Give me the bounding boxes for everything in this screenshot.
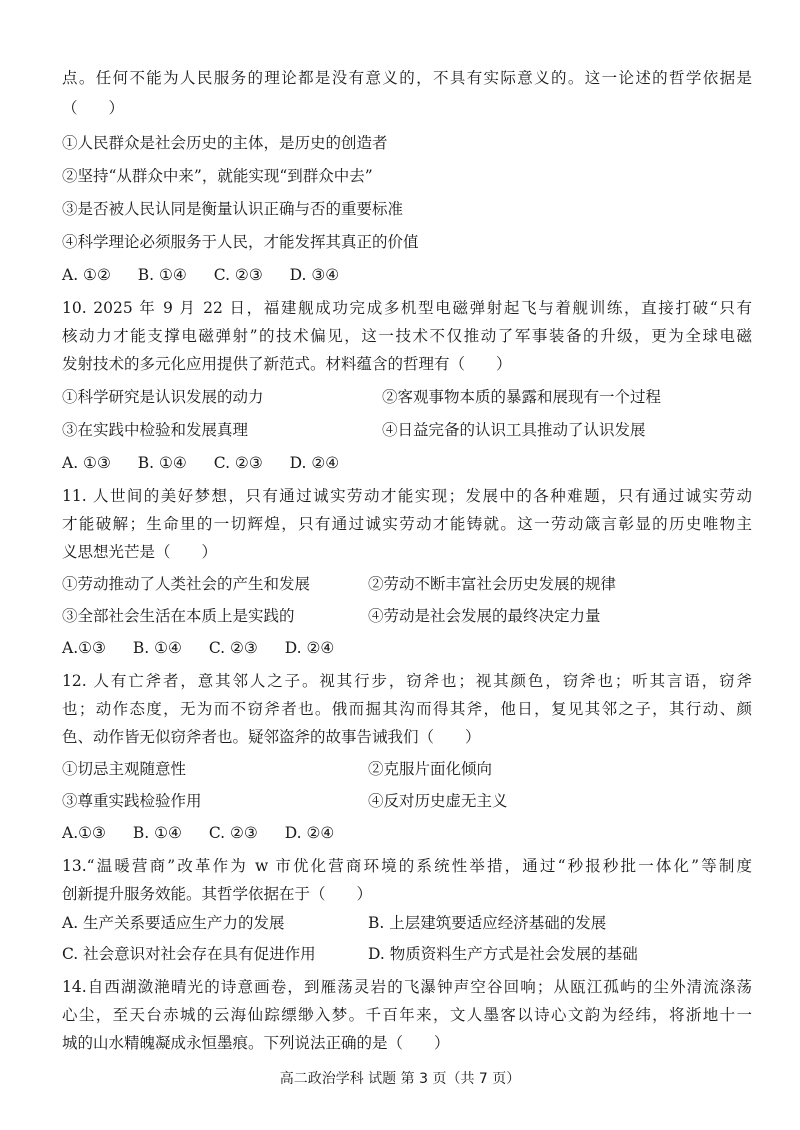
q12-stem-line-1: 12. 人有亡斧者，意其邻人之子。视其行步，窃斧也；视其颜色，窃斧也；听其言语，窃斧 (62, 672, 752, 690)
q9-option-4: ④科学理论必须服务于人民，才能发挥其真正的价值 (62, 233, 419, 251)
q12-options-row-1 (62, 759, 752, 779)
q10-option-4: ④日益完备的认识工具推动了认识发展 (382, 421, 646, 439)
q11-answer-d[interactable]: D. ②④ (284, 639, 335, 657)
q12-answer-a[interactable]: A.①③ (62, 824, 106, 842)
q10-answer-a[interactable]: A. ①③ (62, 454, 111, 472)
q13-option-d[interactable]: D. 物质资料生产方式是社会发展的基础 (368, 945, 638, 963)
q11-option-3: ③全部社会生活在本质上是实践的 (62, 607, 295, 625)
q9-option-3: ③是否被人民认同是衡量认识正确与否的重要标准 (62, 200, 404, 218)
q14-stem-line-3: 城的山水精魄凝成永恒墨痕。下列说法正确的是（ ） (62, 1034, 450, 1052)
q11-answer-a[interactable]: A.①③ (62, 639, 106, 657)
q10-answer-choices (62, 453, 752, 473)
q9-answer-c[interactable]: C. ②③ (213, 266, 263, 284)
q14-stem-line-2: 心尘，至天台赤城的云海仙踪缥缈入梦。千百年来，文人墨客以诗心文韵为经纬，将浙地十一 (62, 1006, 752, 1024)
q11-answer-b[interactable]: B. ①④ (132, 639, 182, 657)
q12-stem-line-3: 色、动作皆无似窃斧者也。疑邻盗斧的故事告诫我们（ ） (62, 728, 481, 746)
q12-option-3: ③尊重实践检验作用 (62, 792, 202, 810)
q9-stem-line-1: 点。任何不能为人民服务的理论都是没有意义的，不具有实际意义的。这一论述的哲学依据是 (62, 69, 752, 87)
q10-option-1: ①科学研究是认识发展的动力 (62, 388, 264, 406)
q13-stem-line-1: 13.“温暖营商”改革作为 w 市优化营商环境的系统性举措，通过“秒报秒批一体化”等制度 (62, 857, 752, 875)
q11-option-1: ①劳动推动了人类社会的产生和发展 (62, 575, 311, 593)
q11-answer-choices (62, 638, 752, 658)
q13-option-a[interactable]: A. 生产关系要适应生产力的发展 (62, 914, 285, 932)
q11-stem-line-3: 义思想光芒是（ ） (62, 543, 218, 561)
q11-stem-line-1: 11. 人世间的美好梦想，只有通过诚实劳动才能实现；发展中的各种难题，只有通过诚实劳动 (62, 487, 752, 505)
q11-stem-line-2: 才能破解；生命里的一切辉煌，只有通过诚实劳动才能铸就。这一劳动箴言彰显的历史唯物主 (62, 515, 752, 533)
q12-options-row-2 (62, 791, 752, 811)
q12-option-2: ②克服片面化倾向 (368, 760, 493, 778)
q10-answer-c[interactable]: C. ②③ (213, 454, 263, 472)
q14-stem-line-1: 14.自西湖潋滟晴光的诗意画卷，到雁荡灵岩的飞瀑钟声空谷回响；从瓯江孤屿的尘外清流涤荡 (62, 978, 752, 996)
q10-answer-b[interactable]: B. ①④ (137, 454, 187, 472)
page-footer: 高二政治学科 试题 第 3 页（共 7 页） (279, 1071, 521, 1087)
q11-answer-c[interactable]: C. ②③ (208, 639, 258, 657)
q9-answer-choices (62, 265, 752, 285)
q10-option-3: ③在实践中检验和发展真理 (62, 421, 249, 439)
q9-answer-a[interactable]: A. ①② (62, 266, 111, 284)
q13-options-row-2 (62, 944, 752, 964)
q9-option-2: ②坚持“从群众中来”，就能实现“到群众中去” (62, 167, 373, 185)
q12-answer-d[interactable]: D. ②④ (284, 824, 335, 842)
q10-options-row-2 (62, 420, 752, 440)
q11-option-2: ②劳动不断丰富社会历史发展的规律 (368, 575, 617, 593)
q11-options-row-2 (62, 606, 752, 626)
q13-option-b[interactable]: B. 上层建筑要适应经济基础的发展 (368, 914, 607, 932)
q9-answer-d[interactable]: D. ③④ (289, 266, 340, 284)
q12-answer-choices (62, 823, 752, 843)
q10-stem-line-2: 核动力才能支撑电磁弹射”的技术偏见，这一技术不仅推动了军事装备的升级，更为全球电磁 (62, 327, 752, 345)
q13-stem-line-2: 创新提升服务效能。其哲学依据在于（ ） (62, 885, 373, 903)
q12-option-4: ④反对历史虚无主义 (368, 792, 508, 810)
q10-options-row-1 (62, 387, 752, 407)
q13-option-c[interactable]: C. 社会意识对社会存在具有促进作用 (62, 945, 316, 963)
q10-answer-d[interactable]: D. ②④ (289, 454, 340, 472)
q12-stem-line-2: 也；动作态度，无为而不窃斧者也。俄而掘其沟而得其斧，他日，复见其邻之子，其行动、颜 (62, 700, 752, 718)
q12-answer-b[interactable]: B. ①④ (132, 824, 182, 842)
q10-option-2: ②客观事物本质的暴露和展现有一个过程 (382, 388, 662, 406)
q10-stem-line-3: 发射技术的多元化应用提供了新范式。材料蕴含的哲理有（ ） (62, 355, 512, 373)
q9-stem-line-2: （ ） (62, 99, 125, 117)
q9-answer-b[interactable]: B. ①④ (137, 266, 187, 284)
q12-option-1: ①切忌主观随意性 (62, 760, 187, 778)
q11-option-4: ④劳动是社会发展的最终决定力量 (368, 607, 601, 625)
q10-stem-line-1: 10. 2025 年 9 月 22 日，福建舰成功完成多机型电磁弹射起飞与着舰训练，直接打破“只有 (62, 299, 752, 317)
q9-option-1: ①人民群众是社会历史的主体，是历史的创造者 (62, 134, 388, 152)
q11-options-row-1 (62, 574, 752, 594)
q13-options-row-1 (62, 913, 752, 933)
q12-answer-c[interactable]: C. ②③ (208, 824, 258, 842)
